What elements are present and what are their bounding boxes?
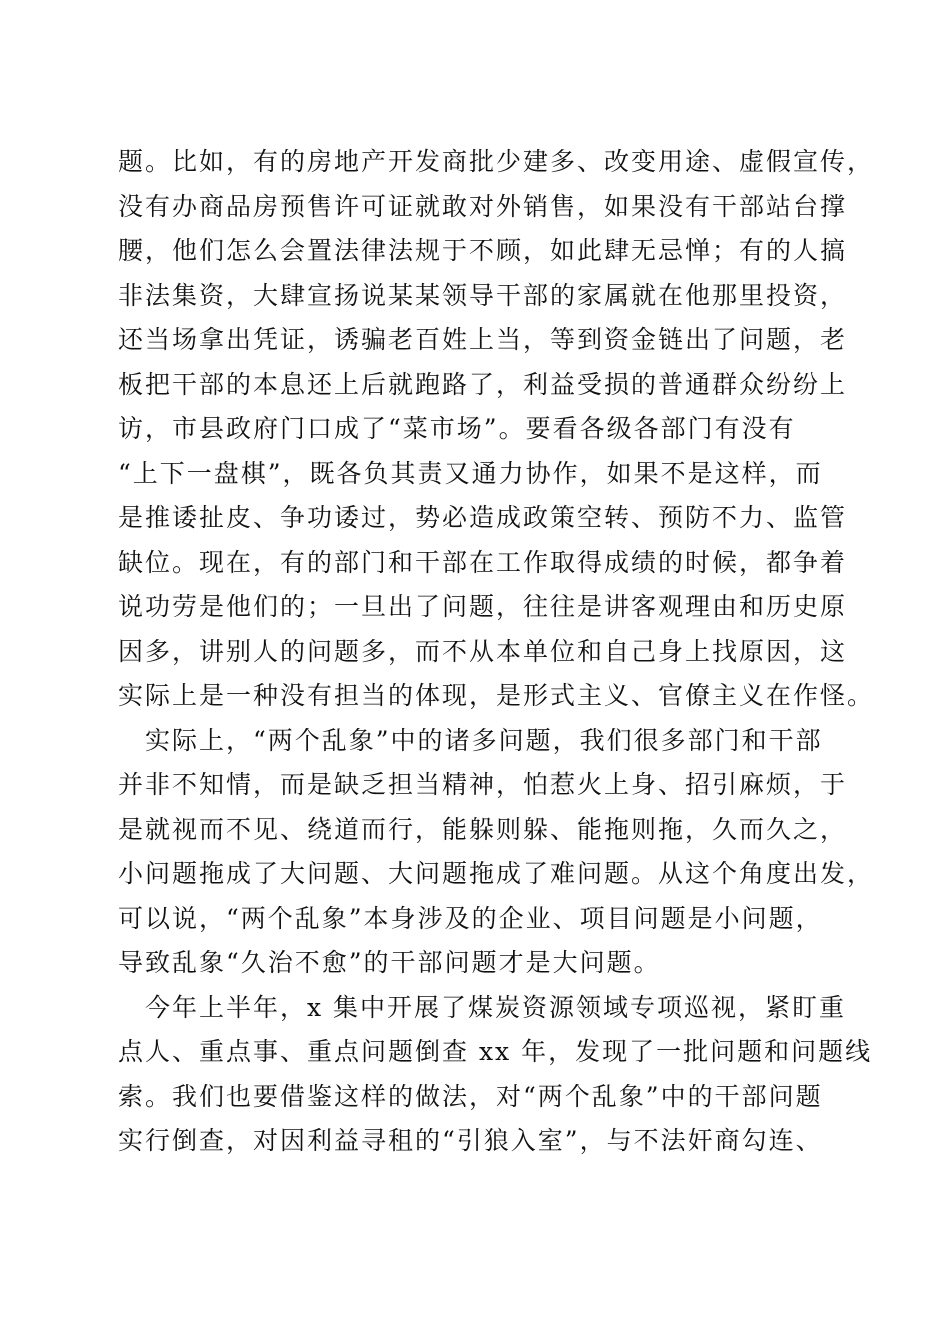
text-line: 实际上，“两个乱象”中的诸多问题，我们很多部门和干部 bbox=[118, 725, 823, 755]
text-line: 小问题拖成了大问题、大问题拖成了难问题。从这个角度出发， bbox=[118, 859, 875, 888]
text-line: 导致乱象“久治不愈”的干部问题才是大问题。 bbox=[118, 948, 661, 977]
text-line: 今年上半年，x 集中开展了煤炭资源领域专项巡视，紧盯重 bbox=[118, 992, 847, 1022]
text-line: 可以说，“两个乱象”本身涉及的企业、项目问题是小问题， bbox=[118, 903, 823, 933]
text-line: 点人、重点事、重点问题倒查 xx 年，发现了一批问题和问题线 bbox=[118, 1037, 873, 1066]
text-line: 板把干部的本息还上后就跑路了，利益受损的普通群众纷纷上 bbox=[118, 369, 848, 399]
text-line: 访，市县政府门口成了“菜市场”。要看各级各部门有没有 bbox=[118, 414, 796, 443]
text-line: 因多，讲别人的问题多，而不从本单位和自己身上找原因，这 bbox=[118, 636, 848, 666]
text-line: 实行倒查，对因利益寻租的“引狼入室”，与不法奸商勾连、 bbox=[118, 1126, 823, 1155]
text-line: 非法集资，大肆宣扬说某某领导干部的家属就在他那里投资， bbox=[118, 280, 848, 310]
text-line: 说功劳是他们的；一旦出了问题，往往是讲客观理由和历史原 bbox=[118, 592, 848, 621]
text-line: 缺位。现在，有的部门和干部在工作取得成绩的时候，都争着 bbox=[118, 547, 848, 577]
body-text bbox=[118, 140, 875, 1164]
text-line: 是就视而不见、绕道而行，能躲则躲、能拖则拖，久而久之， bbox=[118, 814, 848, 844]
text-line: 实际上是一种没有担当的体现，是形式主义、官僚主义在作怪。 bbox=[118, 681, 875, 710]
text-line: 题。比如，有的房地产开发商批少建多、改变用途、虚假宣传， bbox=[118, 147, 875, 176]
text-line: 腰，他们怎么会置法律法规于不顾，如此肆无忌惮；有的人搞 bbox=[118, 236, 848, 265]
text-line: 索。我们也要借鉴这样的做法，对“两个乱象”中的干部问题 bbox=[118, 1081, 823, 1111]
text-line: 还当场拿出凭证，诱骗老百姓上当，等到资金链出了问题，老 bbox=[118, 325, 848, 354]
text-line: 没有办商品房预售许可证就敢对外销售，如果没有干部站台撑 bbox=[118, 191, 848, 221]
text-line: “上下一盘棋”，既各负其责又通力协作，如果不是这样，而 bbox=[118, 458, 823, 488]
text-line: 并非不知情，而是缺乏担当精神，怕惹火上身、招引麻烦，于 bbox=[118, 770, 848, 799]
text-line: 是推诿扯皮、争功诿过，势必造成政策空转、预防不力、监管 bbox=[118, 503, 848, 532]
